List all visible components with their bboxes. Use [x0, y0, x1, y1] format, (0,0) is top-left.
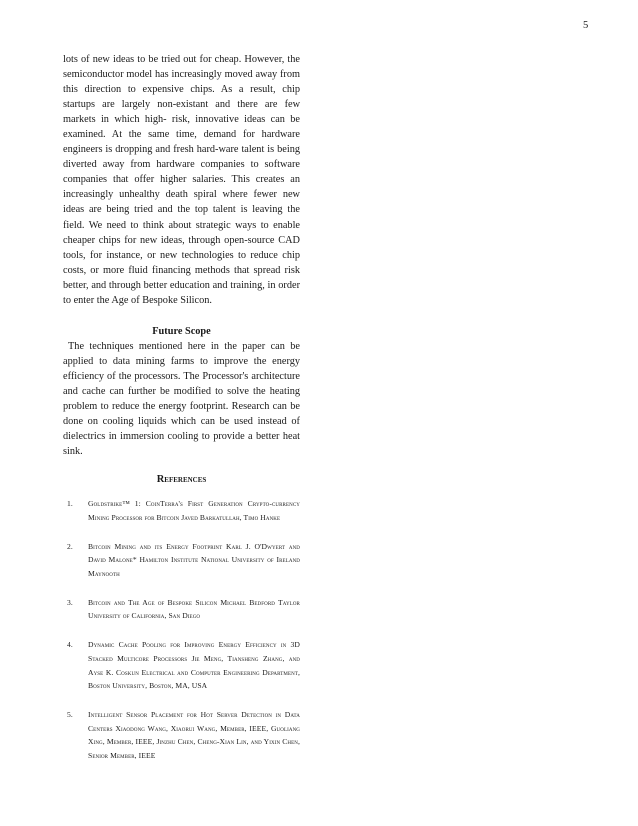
reference-item [63, 708, 300, 763]
reference-item [63, 596, 300, 623]
text-column [63, 52, 300, 778]
page-number: 5 [583, 20, 589, 31]
references-heading: References [156, 474, 207, 486]
reference-number: 2. [67, 541, 73, 551]
reference-text: Intelligent Sensor Placement for Hot Server Detection in Data Centers Xiaodong Wang, Xiaorui Wang, Member, IEEE, Guoliang Xing, Member, IEEE, Jinzhu Chen, Cheng-Xian Lin, and Yixin Chen, Senior Member, IEEE [88, 709, 300, 761]
continuation-paragraph: lots of new ideas to be tried out for cheap. However, the semiconductor model has increasingly moved away from this direction to expensive chips. As a result, chip startups are largely non-existant and there are few markets in which high- risk, innovative ideas can be examined. At the same time, demand for hardware engineers is dropping and fresh hard-ware talent is being diverted away from hardware companies to software companies that offer higher salaries. This creates an increasingly unhealthy death spiral where fewer new ideas are being tried and the top talent is leaving the field. We need to think about strategic ways to enable cheaper chips for new ideas, through open-source CAD tools, for instance, or new technologies to reduce chip costs, or more fluid financing methods that spread risk better, and through better education and training, in order to enter the Age of Bespoke Silicon. [63, 54, 300, 306]
reference-number: 3. [67, 597, 73, 607]
reference-item [63, 540, 300, 581]
reference-text: Dynamic Cache Pooling for Improving Energy Efficiency in 3D Stacked Multicore Processors Jie Meng, Tiansheng Zhang, and Ayse K. Coskun Electrical and Computer Engineering Department, Boston University, Boston, MA, USA [88, 640, 300, 691]
reference-number: 5. [67, 709, 73, 719]
reference-number: 4. [67, 640, 73, 650]
reference-list [63, 497, 300, 763]
future-scope-paragraph: The techniques mentioned here in the paper can be applied to data mining farms to improve the energy efficiency of the processors. The Processor's architecture and cache can further be modified to solve the heating problem to reduce the energy footprint. Research can be done on cooling liquids which can be used instead of dielectrics in immersion cooling to provide a better heat sink. [63, 340, 300, 458]
reference-text: Bitcoin Mining and its Energy Footprint Karl J. O'Dwyert and David Malone* Hamilton Institute National University of Ireland Maynooth [88, 541, 300, 578]
reference-item [63, 497, 300, 524]
reference-text: Goldstrike™ 1: CoinTerra's First Generation Crypto-currency Mining Processor for Bitcoin Javed Barkatullah, Timo Hanke [88, 499, 300, 522]
reference-item [63, 638, 300, 693]
future-scope-heading: Future Scope [152, 325, 211, 337]
reference-text: Bitcoin and The Age of Bespoke Silicon Michael Bedford Taylor University of California, San Diego [88, 597, 300, 621]
reference-number: 1. [67, 499, 73, 509]
